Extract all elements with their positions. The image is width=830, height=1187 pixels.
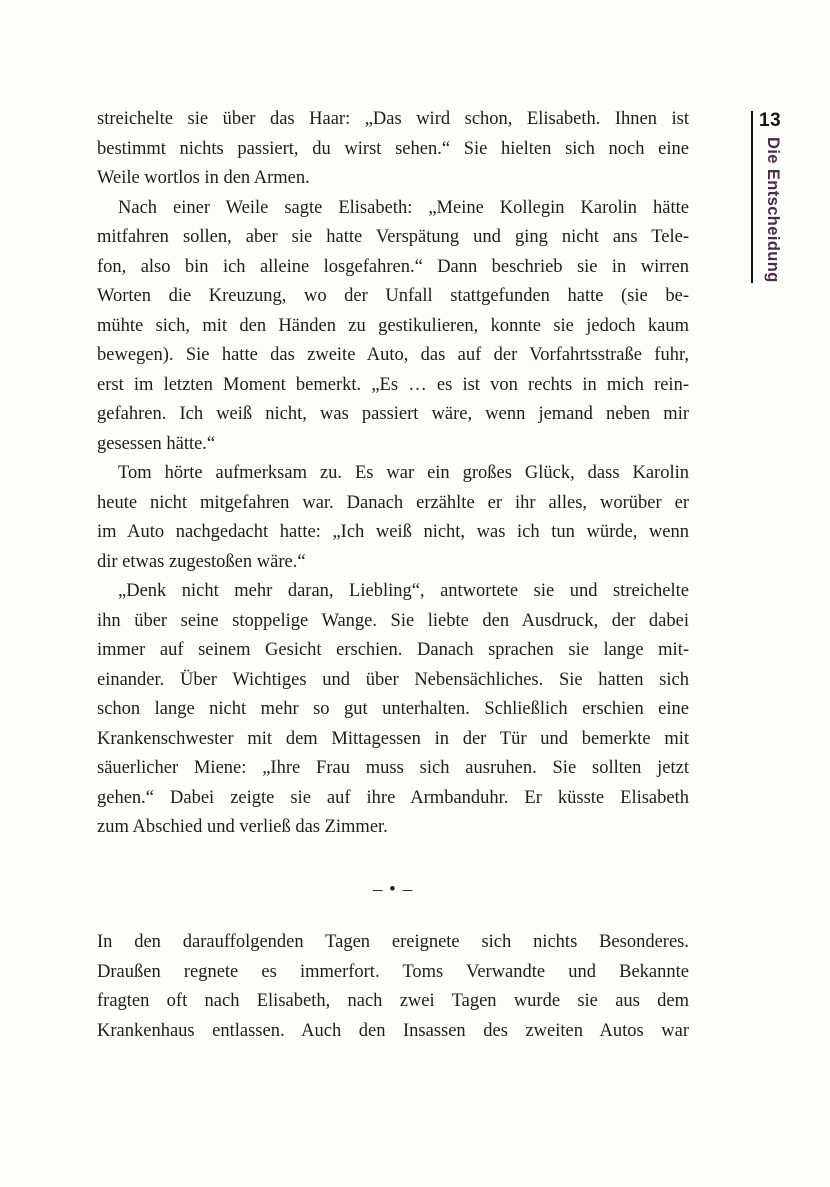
- text-line: gefahren. Ich weiß nicht, was passiert wäre, wenn jemand neben mir: [97, 404, 689, 424]
- text-line: bestimmt nichts passiert, du wirst sehen.“ Sie hielten sich noch eine: [97, 138, 689, 159]
- text-line: Nach einer Weile sagte Elisabeth: „Meine Kollegin Karolin hätte: [118, 197, 689, 218]
- text-column: [97, 105, 689, 1046]
- text-line: gesessen hätte.“: [97, 433, 216, 454]
- section-separator: – • –: [372, 878, 414, 900]
- body-paragraph: [97, 105, 689, 194]
- body-paragraph: [97, 577, 689, 843]
- text-line: Krankenhaus entlassen. Auch den Insassen des zweiten Autos war: [97, 1020, 689, 1041]
- text-line: säuerlicher Miene: „Ihre Frau muss sich ausruhen. Sie sollten jetzt: [97, 758, 689, 778]
- text-line: heute nicht mitgefahren war. Danach erzählte er ihr alles, worüber er: [97, 492, 689, 513]
- text-line: gehen.“ Dabei zeigte sie auf ihre Armbanduhr. Er küsste Elisabeth: [97, 787, 689, 808]
- text-line: einander. Über Wichtiges und über Nebensächliches. Sie hatten sich: [97, 669, 689, 690]
- text-line: streichelte sie über das Haar: „Das wird schon, Elisabeth. Ihnen ist: [97, 109, 689, 129]
- text-line: mitfahren sollen, aber sie hatte Verspätung und ging nicht ans Tele-: [97, 227, 689, 247]
- running-title: Die Entscheidung: [764, 137, 783, 283]
- body-paragraph: [97, 928, 689, 1046]
- margin-header-content: [753, 111, 781, 283]
- body-paragraph: [97, 459, 689, 577]
- text-line: fragten oft nach Elisabeth, nach zwei Tagen wurde sie aus dem: [97, 991, 689, 1011]
- text-line: Worten die Kreuzung, wo der Unfall stattgefunden hatte (sie be-: [97, 286, 689, 306]
- text-line: fon, also bin ich alleine losgefahren.“ Dann beschrieb sie in wirren: [97, 256, 689, 277]
- text-line: immer auf seinem Gesicht erschien. Danach sprachen sie lange mit-: [97, 640, 689, 660]
- text-line: schon lange nicht mehr so gut unterhalten. Schließlich erschien eine: [97, 699, 689, 719]
- text-line: erst im letzten Moment bemerkt. „Es … es ist von rechts in mich rein-: [97, 374, 689, 395]
- text-line: Draußen regnete es immerfort. Toms Verwandte und Bekannte: [97, 961, 689, 982]
- margin-header: [751, 111, 781, 283]
- text-line: Krankenschwester mit dem Mittagessen in der Tür und bemerkte mit: [97, 728, 689, 749]
- text-line: Tom hörte aufmerksam zu. Es war ein großes Glück, dass Karolin: [118, 463, 689, 483]
- text-line: bewegen). Sie hatte das zweite Auto, das auf der Vorfahrtsstraße fuhr,: [97, 345, 689, 365]
- text-line: Weile wortlos in den Armen.: [97, 168, 310, 188]
- text-line: im Auto nachgedacht hatte: „Ich weiß nicht, was ich tun würde, wenn: [97, 522, 689, 542]
- text-line: dir etwas zugestoßen wäre.“: [97, 551, 306, 572]
- text-line: „Denk nicht mehr daran, Liebling“, antwortete sie und streichelte: [118, 581, 689, 601]
- text-line: ihn über seine stoppelige Wange. Sie liebte den Ausdruck, der dabei: [97, 610, 689, 631]
- text-line: zum Abschied und verließ das Zimmer.: [97, 817, 388, 837]
- body-paragraph: [97, 194, 689, 460]
- text-line: mühte sich, mit den Händen zu gestikulieren, konnte sie jedoch kaum: [97, 315, 689, 336]
- page-number: 13: [759, 110, 782, 131]
- text-line: In den darauffolgenden Tagen ereignete sich nichts Besonderes.: [97, 932, 689, 952]
